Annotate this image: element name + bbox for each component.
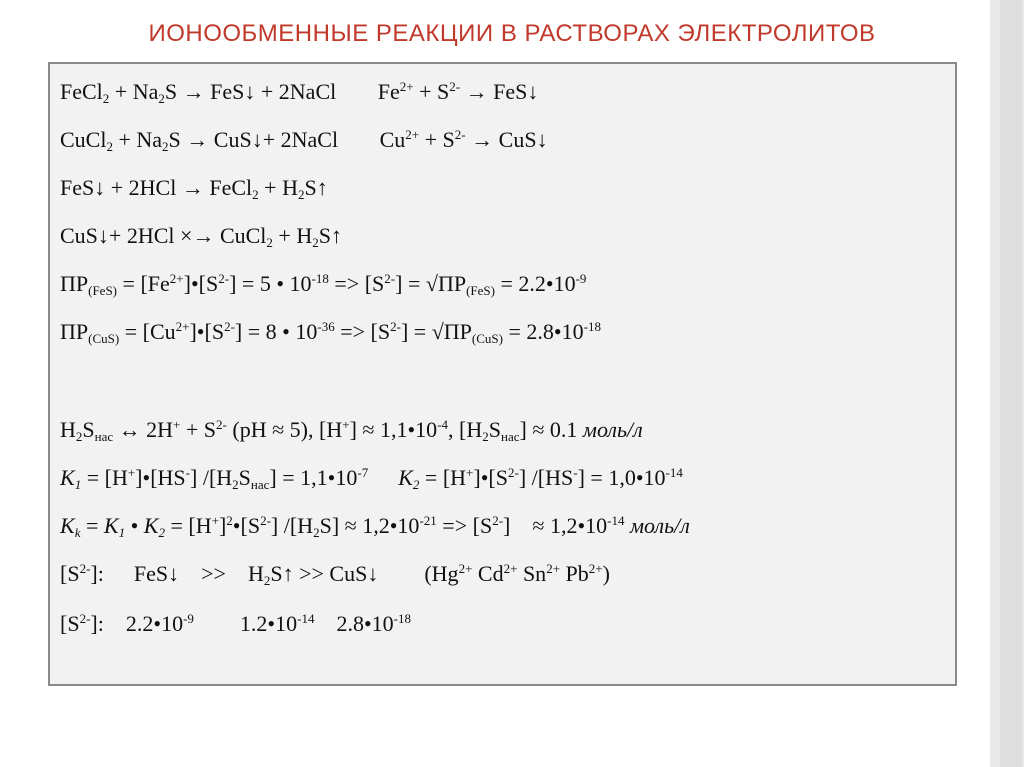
sulfide-values: $[S^{2-}]$: $2.2•10^{-9}$ $1.2•10^{-14}$ $2.8•10^{-18}$ bbox=[60, 611, 412, 636]
equation-line-2: CuCl$_2$ + $Na_2S$ → CuS↓+ 2NaCl $Cu^{2+} + S^{2-}$ → CuS↓ bbox=[60, 127, 548, 154]
solubility-product-fes: $ПР_{(FeS)}$ = $[Fe^{2+}]•[S^{2-}] = 5$ • $10^{-18} => [S^{2-}] = √ПР_{(FeS)}$ = $2.2•10^{-9}$ bbox=[60, 271, 587, 298]
slide-title: ИОНООБМЕННЫЕ РЕАКЦИИ В РАСТВОРАХ ЭЛЕКТРОЛИТОВ bbox=[148, 20, 876, 47]
equation-line-1: FeCl$_2$ + $Na_2S$ → FeS↓ + 2NaCl $Fe^{2+} + S^{2-}$ → FeS↓ bbox=[60, 79, 539, 106]
dissociation-constants: $K_1$ = [H+]•[HS-] $/[H_2S_{нас}]$ = $1,1•10^{-7}$ $K_2$ = $[H^+]•[S^{2-}] /[HS^-]$ = $1,0•10^{-14}$ bbox=[60, 465, 683, 492]
sulfide-order: $[S^{2-}]$: FeS↓ >> $H_2S↑$ >> CuS↓ ($Hg^{2+}$ $Cd^{2+}$ $Sn^{2+}$ $Pb^{2+}$) bbox=[60, 561, 610, 588]
equations-panel bbox=[48, 62, 957, 686]
right-decor-bar-inner bbox=[1000, 0, 1022, 767]
h2s-dissociation: $H_2S_{нас}$ ↔ $2H^+ + S^{2-}$ (pH ≈ 5), $[H^+] \approx 1,1•10^{-4}$, $[H_2S_{нас}] \approx 0.1$ моль/л bbox=[60, 417, 643, 444]
solubility-product-cus: $ПР_{(CuS)}$ = $[Cu^{2+}]•[S^{2-}] = 8$ • $10^{-36} => [S^{2-}] = √ПР_{(CuS)}$ = $2.8•10^{-18}$ bbox=[60, 319, 601, 346]
equation-line-4: CuS↓+ 2HCl ×→ CuCl$_2$ + $H_2S↑$ bbox=[60, 223, 342, 250]
total-constant: $K_k = K_1$ • $K_2$ = $[H^+]^2•[S^{2-}] /[H_2S]$ ≈ $1,2•10^{-21} => [S^{2-}]$ ≈ $1,2•10^{-14}$ моль/л bbox=[60, 513, 690, 540]
equation-line-3: FeS↓ + 2HCl → FeCl$_2$ + $H_2S↑$ bbox=[60, 175, 328, 202]
